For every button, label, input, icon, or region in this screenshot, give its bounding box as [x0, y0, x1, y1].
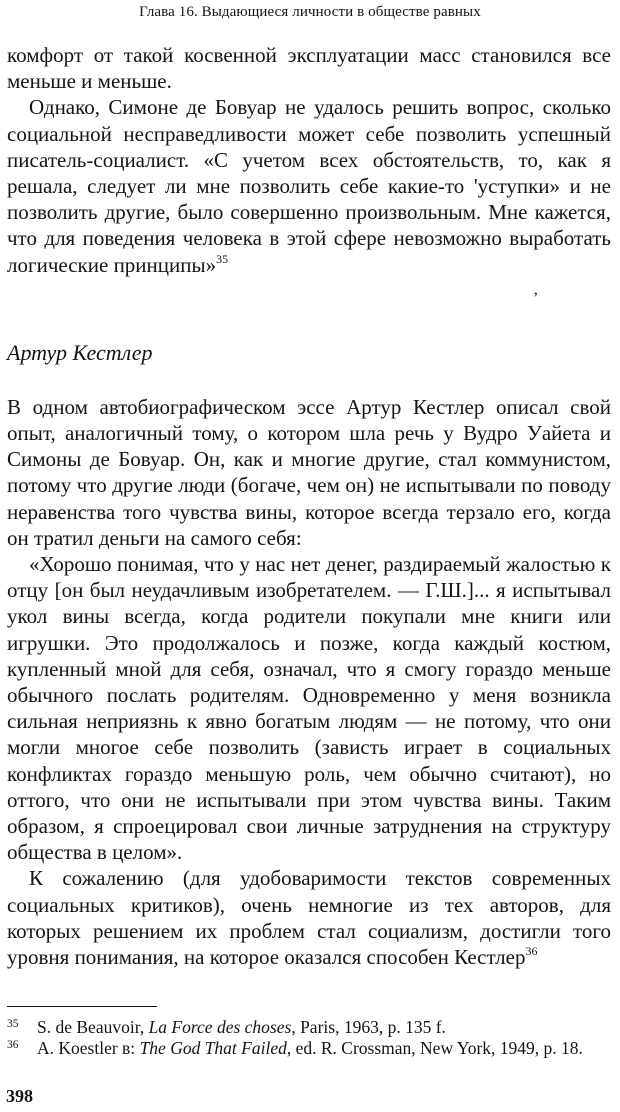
paragraph-2 — [7, 94, 611, 277]
paragraph-5-text: К сожалению (для удобоваримости текстов современных социальных критиков), очень немногие из тех авторов, для которых решением их проблем стал социализм, достигли того уровня понимания, на которое оказался способен Кестлер — [7, 866, 611, 970]
footnote-text — [37, 1038, 611, 1059]
footnote-36 — [7, 1038, 611, 1059]
footnote-text — [37, 1017, 611, 1038]
footnote-35 — [7, 1017, 611, 1038]
section-title: Артур Кестлер — [7, 339, 153, 365]
footnote-number: 36 — [7, 1039, 19, 1052]
paragraph-3: В одном автобиографическом эссе Артур Кестлер описал свой опыт, аналогичный тому, о котором шла речь у Вудро Уайета и Симоны де Бовуар. Он, как и многие другие, стал коммунистом, потому что другие люди (богаче, чем он) не испытывали по поводу неравенства того чувства вины, которое всегда терзало его, когда он тратил деньги на самого себя: — [7, 394, 611, 550]
footnote-ref-36: 36 — [525, 944, 538, 959]
footnote-divider — [7, 1006, 157, 1007]
footnote-work-title: La Force des choses — [148, 1017, 292, 1038]
page-body — [7, 42, 611, 1059]
paragraph-2-text: Однако, Симоне де Бовуар не удалось решить вопрос, сколько социальной несправедливости может себе позволить успешный писатель-социалист. «С учетом всех обстоятельств, то, как я решала, следует ли мне позволить себе какие-то 'уступки» и не позволить другие, было совершенно произвольным. Мне кажется, что для поведения человека в этой сфере невозможно выработать логические принципы» — [7, 95, 611, 277]
paragraph-1: комфорт от такой косвенной эксплуатации масс становился все меньше и меньше. — [7, 43, 611, 94]
stray-mark: ʼ — [533, 290, 539, 307]
quote-paragraph: «Хорошо понимая, что у нас нет денег, раздираемый жалостью к отцу [он был неудачливым изобретателем. — Г.Ш.]... я испытывал укол вины всегда, когда родители покупали мне книги или игрушки. Это продолжалось и позже, когда каждый костюм, купленный мной для себя, означал, что я смогу гораздо меньше обычного послать родителям. Одновременно у меня возникла сильная неприязнь к явно богатым людям — не потому, что они могли многое себе позволить (зависть играет в социальных конфликтах гораздо меньшую роль, чем обычно считают), но оттого, что они не испытывали при этом чувства вины. Таким образом, я спроецировал свои личные затруднения на структуру общества в целом». — [7, 552, 611, 865]
page-number: 398 — [6, 1086, 33, 1106]
running-head: Глава 16. Выдающиеся личности в обществе равных — [139, 4, 481, 20]
footnote-details: , ed. R. Crossman, New York, 1949, p. 18. — [286, 1038, 583, 1059]
footnote-details: , Paris, 1963, p. 135 f. — [291, 1017, 446, 1038]
footnote-number: 35 — [7, 1018, 19, 1031]
footnote-work-title: The God That Failed — [139, 1038, 287, 1059]
paragraph-5 — [7, 865, 611, 970]
footnote-author: A. Koestler в: — [37, 1038, 140, 1059]
footnote-author: S. de Beauvoir, — [37, 1017, 149, 1038]
footnote-ref-35: 35 — [216, 251, 229, 266]
